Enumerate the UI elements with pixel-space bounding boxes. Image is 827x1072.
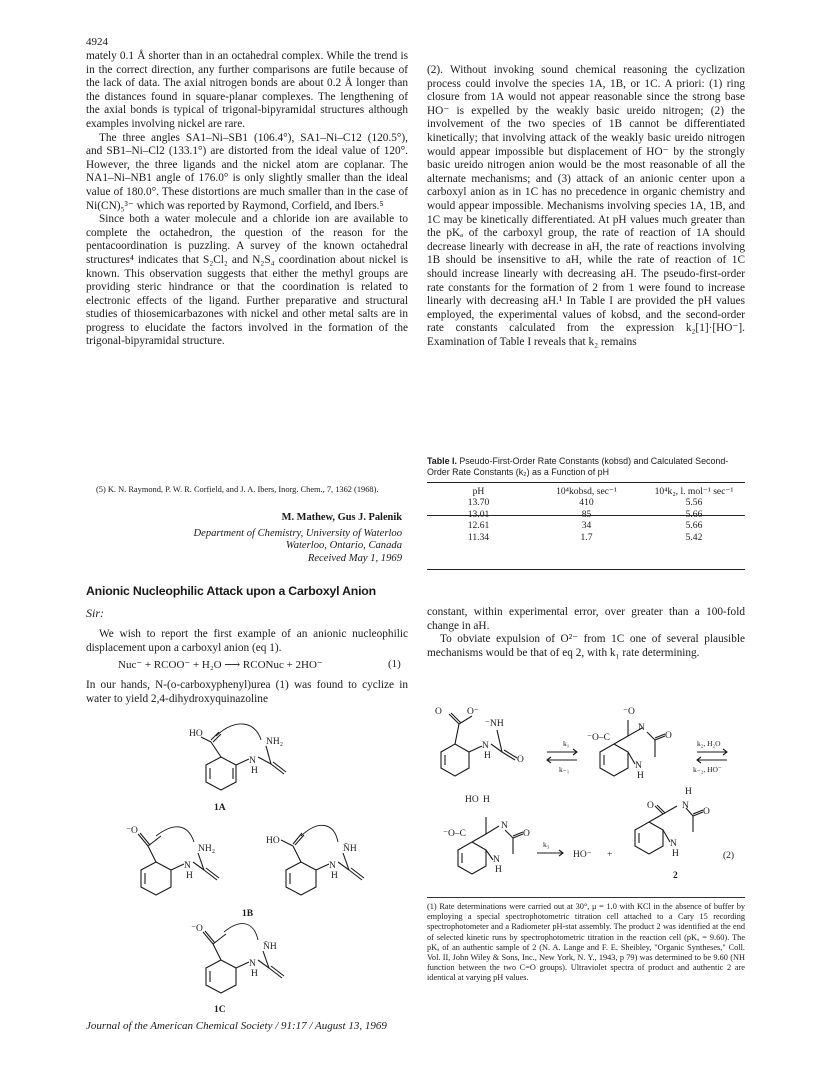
table-row [427, 497, 745, 508]
svg-text:N: N [670, 839, 677, 849]
svg-text:⁻O–C: ⁻O–C [443, 829, 466, 839]
label-1a: 1A [214, 803, 226, 813]
authors: M. Mathew, Gus J. Palenik [281, 512, 402, 523]
equation-1-number: (1) [388, 658, 401, 670]
col-header: 10⁴k₂, l. mol⁻¹ sec⁻¹ [654, 486, 734, 497]
svg-text:H: H [685, 787, 692, 797]
rate-k2-h2o: k₂, H₂O [697, 739, 721, 748]
structure-1c [203, 924, 284, 993]
table-top-rule [427, 482, 745, 483]
svg-text:N̄H: N̄H [263, 942, 277, 952]
svg-text:O: O [517, 755, 524, 765]
table-cell: 85 [581, 508, 592, 520]
right-column-top [427, 64, 745, 349]
salutation: Sir: [86, 606, 104, 620]
svg-text:H: H [186, 871, 193, 881]
table-row [427, 532, 745, 543]
svg-text:HO: HO [189, 729, 203, 739]
svg-text:N: N [682, 801, 689, 811]
svg-text:⁻O: ⁻O [623, 707, 635, 717]
table-cell: 1.7 [580, 531, 593, 543]
svg-text:H: H [483, 795, 490, 805]
table-cell: 5.42 [685, 531, 703, 543]
equation-1: Nuc⁻ + RCOO⁻ + H₂O ⟶ RCONuc + 2HO⁻ [118, 659, 323, 671]
table-cell: 12.61 [467, 520, 490, 532]
svg-text:N: N [493, 855, 500, 865]
table-cell: 5.66 [685, 520, 703, 532]
svg-text:H: H [672, 849, 679, 859]
paragraph: Since both a water molecule and a chloride ion are available to complete the octahedron, the question of the reason for the pentacoordination is puzzling. A survey of the known octahedral structures⁴ indicates that S₂Cl₂ and N₂S₄ coordination about nickel is known. This observation suggests that either the methyl groups are providing steric hindrance or that the coordination is related to electronic effects of the ligand. Further preparative and structural studies of thiosemicarbazones with nickel and other metal salts are in progress to elucidate the factors involved in the formation of the trigonal-bipyramidal structure. [86, 213, 408, 348]
svg-text:NH₂: NH₂ [266, 737, 284, 747]
svg-text:N: N [635, 761, 642, 771]
table-row [427, 520, 745, 531]
svg-text:N: N [249, 959, 256, 969]
svg-text:O⁻: O⁻ [467, 707, 479, 717]
footnote-1: (1) Rate determinations were carried out at 30°, μ = 1.0 with KCl in the absence of buffer by employing a special spectrophotometric titration cell attached to a Cary 15 recording spectrophotometer and a Radiometer pH-stat assembly. The product 2 was identified at the end of selected kinetic runs by spectrophotometric titration in the reaction cell (pKₐ = 9.60). The pKₐ of an authentic sample of 2 (N. A. Lange and F. E. Sheibley, "Organic Syntheses," Coll. Vol. II, John Wiley & Sons, Inc., New York, N. Y., 1943, p 79) was determined to be 9.60 (NH function between the two C=O groups). Ultraviolet spectra of product and authentic 2 are identical at varying pH values. [427, 902, 745, 983]
rate-k1: k₁ [563, 739, 570, 748]
paragraph: mately 0.1 Å shorter than in an octahedral complex. While the trend is in the correct direction, any further comparisons are futile because of the lack of data. The axial nitrogen bonds are about 0.2 Å longer than the distances found in square-planar complexes. The lengthening of the axial bonds is typical of trigonal-bipyramidal structures although examples involving nickel are rare. [86, 50, 408, 130]
table-caption: Table I. Pseudo-First-Order Rate Constants (kobsd) and Calculated Second-Order Rate Constants (k₂) as a Function of pH [427, 456, 729, 477]
svg-text:H: H [484, 751, 491, 761]
svg-text:H: H [251, 969, 258, 979]
svg-text:H: H [251, 766, 258, 776]
rate-k3: k₃ [543, 840, 550, 849]
col-header: pH [472, 486, 485, 497]
paragraph: (2). Without invoking sound chemical reasoning the cyclization process could involve the species 1A, 1B, or 1C. A priori: (1) ring closure from 1A would not appear reasonable since the strong base HO⁻ is expelled by the weakly basic ureido nitrogen; (2) the involvement of the two species of 1B cannot be differentiated kinetically; that involving attack of the weakly basic ureido nitrogen would appear impossible but displacement of HO⁻ by the strongly basic ureido nitrogen anion would be the most reasonable of all the alternate mechanisms; and (3) attack of an anionic center upon a carboxyl anion as in 1C has no precedence in organic chemistry and would appear impossible. Mechanisms involving species 1A, 1B, and 1C may be kinetically differentiated. At pH values much greater than the pKₐ of the carboxyl group, the rate of reaction of 1A should decrease linearly with decrease in aH, the rate of reactions involving 1B should be insensitive to aH, while the rate of reaction of 1C should increase linearly with decreasing aH. The pseudo-first-order rate constants for the formation of 2 from 1 were found to increase linearly with decreasing aH.¹ In Table I are provided the pH values employed, the experimental values of kobsd, and the second-order rate constants calculated from the expression k₂[1]·[HO⁻]. Examination of Table I reveals that k₂ remains [427, 64, 745, 348]
department: Department of Chemistry, University of Waterloo [193, 527, 402, 539]
table-cell: 34 [581, 520, 592, 532]
table-header-row [427, 486, 745, 497]
svg-text:H: H [637, 771, 644, 781]
svg-text:H: H [331, 871, 338, 881]
svg-text:⁻O: ⁻O [191, 924, 203, 934]
svg-text:O: O [647, 801, 654, 811]
svg-text:N: N [184, 861, 191, 871]
svg-text:N: N [501, 821, 508, 831]
equation-2-number: (2) [723, 851, 735, 861]
hydroxide-product: HO⁻ [573, 850, 592, 860]
city: Waterloo, Ontario, Canada [285, 540, 402, 552]
label-2: 2 [673, 871, 678, 881]
svg-text:O: O [665, 731, 672, 741]
intro-paragraph: We wish to report the first example of an anionic nucleophilic displacement upon a carboxyl anion (eq 1). [86, 628, 408, 654]
table-bottom-rule [427, 569, 745, 570]
rate-k-minus2-ho: k₋₂, HO⁻ [693, 765, 722, 774]
structure-1a [201, 724, 286, 790]
svg-text:N: N [329, 861, 336, 871]
svg-text:⁻NH: ⁻NH [485, 719, 504, 729]
structure-1b-left [138, 827, 219, 895]
table-cell: 13.70 [467, 497, 490, 509]
left-column-top [86, 50, 408, 349]
table-cell: 11.34 [467, 531, 490, 543]
table-cell: 5.66 [685, 508, 703, 520]
svg-text:H: H [495, 865, 502, 875]
svg-text:HO: HO [465, 795, 479, 805]
table-cell: 13.01 [467, 508, 490, 520]
table-cell: 410 [579, 497, 594, 509]
paragraph-cyclize: In our hands, N-(o-carboxyphenyl)urea (1) was found to cyclize in water to yield 2,4-dihydroxyquinazoline [86, 679, 408, 705]
reference-5: (5) K. N. Raymond, P. W. R. Corfield, and J. A. Ibers, Inorg. Chem., 7, 1362 (1968). [96, 485, 379, 494]
col-header: 10⁴kobsd, sec⁻¹ [556, 486, 617, 497]
svg-text:N: N [482, 741, 489, 751]
svg-text:O: O [703, 807, 710, 817]
journal-footer: Journal of the American Chemical Society / 91:17 / August 13, 1969 [86, 1020, 387, 1032]
svg-text:NH₂: NH₂ [198, 844, 216, 854]
equation-2-scheme [427, 702, 749, 892]
svg-text:⁻O: ⁻O [126, 826, 138, 836]
label-1b: 1B [242, 909, 254, 919]
svg-text:⁻O–C: ⁻O–C [587, 733, 610, 743]
plus-sign: + [607, 850, 613, 860]
right-paragraphs: constant, within experimental error, over greater than a 100-fold change in aH. To obviate expulsion of O²⁻ from 1C one of several plausible mechanisms would be that of eq 2, with k₁ rate determining. [427, 606, 745, 659]
received-date: Received May 1, 1969 [307, 552, 402, 564]
rate-k-minus1: k₋₁ [559, 765, 570, 774]
author-block [150, 512, 402, 565]
svg-text:O: O [523, 829, 530, 839]
paragraph: The three angles SA1–Ni–SB1 (106.4°), SA1–Ni–C12 (120.5°), and SB1–Ni–Cl2 (133.1°) are distorted from the ideal value of 120°. However, the three ligands and the nickel atom are coplanar. The NA1–Ni–NB1 angle of 176.0° is only slightly smaller than the ideal value of 180.0°. These distortions are much smaller than in the case of Ni(CN)₅³⁻ which was reported by Raymond, Corfield, and Ibers.⁵ [86, 131, 408, 212]
article-heading: Anionic Nucleophilic Attack upon a Carboxyl Anion [86, 584, 376, 598]
svg-text:N: N [249, 756, 256, 766]
label-1c: 1C [214, 1005, 226, 1015]
table-header-rule [427, 515, 745, 516]
structure-1b-right [281, 825, 364, 895]
structures-1a-1b-1c [86, 712, 416, 1017]
svg-text:N: N [638, 723, 645, 733]
svg-text:HO: HO [266, 836, 280, 846]
table-cell: 5.56 [685, 497, 703, 509]
footnote-rule [427, 897, 745, 898]
svg-text:O: O [435, 707, 442, 717]
svg-text:N̄H: N̄H [343, 844, 357, 854]
page-number: 4924 [86, 36, 108, 48]
